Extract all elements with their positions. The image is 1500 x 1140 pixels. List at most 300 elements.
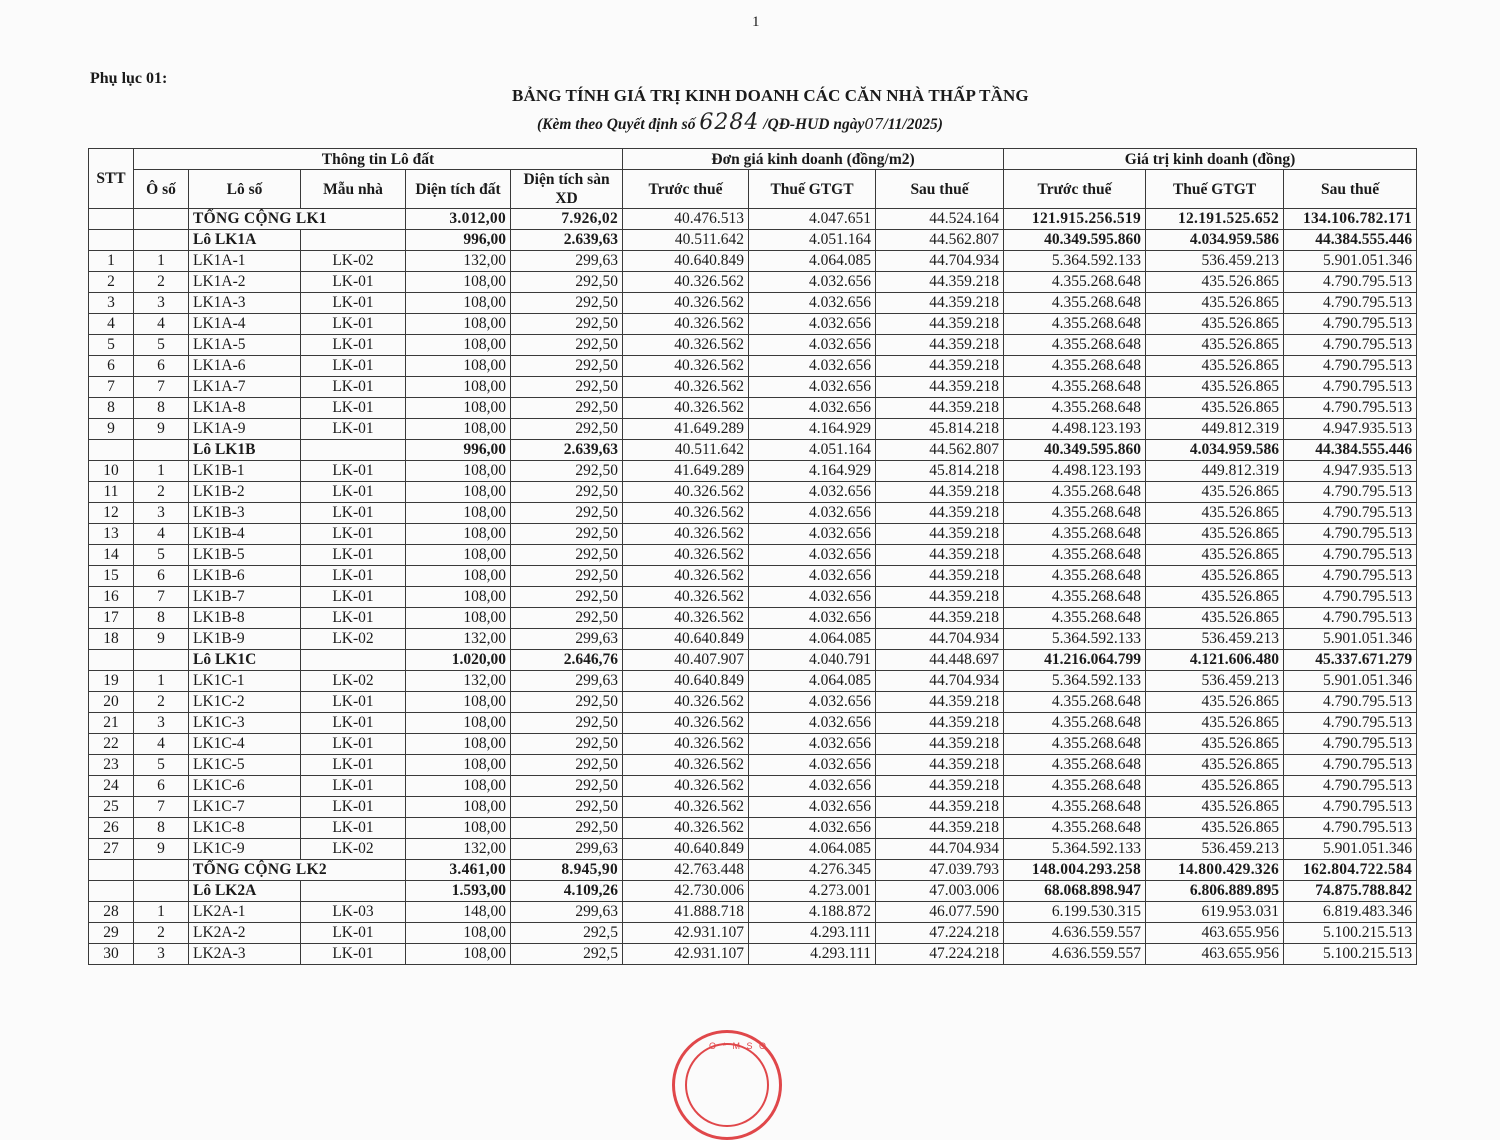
document-title: BẢNG TÍNH GIÁ TRỊ KINH DOANH CÁC CĂN NHÀ THẤP TẦNG bbox=[512, 86, 1029, 105]
cell-dien-tich-dat: 108,00 bbox=[406, 503, 511, 524]
row-label: Lô LK1C bbox=[189, 650, 301, 671]
table-row bbox=[89, 314, 1417, 335]
cell-unit-before-tax: 40.326.562 bbox=[623, 503, 749, 524]
cell-lo-so: LK2A-1 bbox=[189, 902, 301, 923]
table-row bbox=[89, 629, 1417, 650]
cell-dien-tich-dat: 108,00 bbox=[406, 314, 511, 335]
cell-dien-tich-san: 292,50 bbox=[511, 818, 623, 839]
cell-unit-before-tax: 40.640.849 bbox=[623, 251, 749, 272]
cell-dien-tich-san: 299,63 bbox=[511, 902, 623, 923]
cell-o-so: 1 bbox=[134, 902, 189, 923]
table-row bbox=[89, 818, 1417, 839]
cell-unit-vat: 4.032.656 bbox=[749, 608, 876, 629]
table-row bbox=[89, 356, 1417, 377]
cell-dien-tich-dat: 108,00 bbox=[406, 608, 511, 629]
cell-unit-after-tax: 45.814.218 bbox=[876, 461, 1004, 482]
cell-dien-tich-dat: 108,00 bbox=[406, 734, 511, 755]
cell-value-vat: 619.953.031 bbox=[1146, 902, 1284, 923]
cell-unit-before-tax: 40.511.642 bbox=[623, 440, 749, 461]
cell-o-so bbox=[134, 860, 189, 881]
cell-lo-so: LK1A-5 bbox=[189, 335, 301, 356]
cell-dien-tich-dat: 108,00 bbox=[406, 923, 511, 944]
table-row bbox=[89, 272, 1417, 293]
cell-stt: 28 bbox=[89, 902, 134, 923]
cell-dien-tich-san: 292,50 bbox=[511, 314, 623, 335]
cell-unit-before-tax: 40.326.562 bbox=[623, 356, 749, 377]
cell-unit-after-tax: 44.359.218 bbox=[876, 482, 1004, 503]
table-row bbox=[89, 524, 1417, 545]
cell-unit-vat: 4.064.085 bbox=[749, 671, 876, 692]
row-label: TỔNG CỘNG LK2 bbox=[189, 860, 406, 881]
cell-value-vat: 435.526.865 bbox=[1146, 818, 1284, 839]
cell-value-after-tax: 4.790.795.513 bbox=[1284, 398, 1417, 419]
cell-dien-tich-dat: 3.012,00 bbox=[406, 209, 511, 230]
cell-lo-so: LK1A-3 bbox=[189, 293, 301, 314]
cell-value-vat: 435.526.865 bbox=[1146, 482, 1284, 503]
cell-value-vat: 435.526.865 bbox=[1146, 734, 1284, 755]
stamp-inner-ring bbox=[685, 1043, 769, 1127]
cell-stt: 12 bbox=[89, 503, 134, 524]
table-row bbox=[89, 419, 1417, 440]
cell-value-vat: 449.812.319 bbox=[1146, 419, 1284, 440]
cell-value-vat: 6.806.889.895 bbox=[1146, 881, 1284, 902]
cell-lo-so: LK1B-6 bbox=[189, 566, 301, 587]
cell-unit-before-tax: 42.763.448 bbox=[623, 860, 749, 881]
row-label: Lô LK1A bbox=[189, 230, 301, 251]
cell-dien-tich-dat: 132,00 bbox=[406, 839, 511, 860]
cell-unit-after-tax: 44.704.934 bbox=[876, 629, 1004, 650]
header-unit-before-tax: Trước thuế bbox=[623, 170, 749, 209]
cell-unit-before-tax: 40.326.562 bbox=[623, 755, 749, 776]
document-subtitle bbox=[537, 110, 943, 135]
cell-unit-vat: 4.032.656 bbox=[749, 545, 876, 566]
cell-stt bbox=[89, 860, 134, 881]
cell-dien-tich-san: 299,63 bbox=[511, 251, 623, 272]
cell-dien-tich-dat: 108,00 bbox=[406, 293, 511, 314]
cell-unit-after-tax: 47.224.218 bbox=[876, 923, 1004, 944]
table-row bbox=[89, 251, 1417, 272]
cell-value-before-tax: 4.355.268.648 bbox=[1004, 524, 1146, 545]
cell-unit-before-tax: 40.326.562 bbox=[623, 566, 749, 587]
cell-value-before-tax: 121.915.256.519 bbox=[1004, 209, 1146, 230]
cell-unit-vat: 4.164.929 bbox=[749, 461, 876, 482]
cell-stt: 18 bbox=[89, 629, 134, 650]
cell-value-before-tax: 4.355.268.648 bbox=[1004, 272, 1146, 293]
cell-mau-nha: LK-02 bbox=[301, 671, 406, 692]
cell-value-before-tax: 4.355.268.648 bbox=[1004, 503, 1146, 524]
cell-mau-nha: LK-01 bbox=[301, 923, 406, 944]
cell-value-vat: 435.526.865 bbox=[1146, 566, 1284, 587]
cell-stt: 13 bbox=[89, 524, 134, 545]
cell-unit-before-tax: 42.931.107 bbox=[623, 944, 749, 965]
handwritten-decision-number: 6284 bbox=[699, 110, 760, 135]
cell-value-vat: 435.526.865 bbox=[1146, 356, 1284, 377]
cell-dien-tich-san: 292,50 bbox=[511, 419, 623, 440]
cell-unit-vat: 4.032.656 bbox=[749, 335, 876, 356]
row-label: TỔNG CỘNG LK1 bbox=[189, 209, 406, 230]
cell-o-so: 6 bbox=[134, 566, 189, 587]
cell-value-after-tax: 162.804.722.584 bbox=[1284, 860, 1417, 881]
cell-lo-so: LK1C-9 bbox=[189, 839, 301, 860]
cell-unit-vat: 4.293.111 bbox=[749, 944, 876, 965]
cell-o-so: 9 bbox=[134, 839, 189, 860]
cell-unit-before-tax: 42.730.006 bbox=[623, 881, 749, 902]
cell-lo-so: LK2A-2 bbox=[189, 923, 301, 944]
cell-value-vat: 4.034.959.586 bbox=[1146, 440, 1284, 461]
cell-unit-before-tax: 40.511.642 bbox=[623, 230, 749, 251]
cell-unit-after-tax: 44.704.934 bbox=[876, 671, 1004, 692]
cell-unit-after-tax: 44.359.218 bbox=[876, 398, 1004, 419]
cell-stt bbox=[89, 650, 134, 671]
cell-unit-before-tax: 41.649.289 bbox=[623, 461, 749, 482]
cell-value-after-tax: 6.819.483.346 bbox=[1284, 902, 1417, 923]
cell-stt: 11 bbox=[89, 482, 134, 503]
cell-dien-tich-san: 299,63 bbox=[511, 671, 623, 692]
cell-dien-tich-san: 292,50 bbox=[511, 545, 623, 566]
cell-mau-nha: LK-01 bbox=[301, 293, 406, 314]
cell-unit-vat: 4.047.651 bbox=[749, 209, 876, 230]
cell-unit-vat: 4.051.164 bbox=[749, 440, 876, 461]
cell-lo-so: LK1B-9 bbox=[189, 629, 301, 650]
cell-lo-so: LK1A-6 bbox=[189, 356, 301, 377]
cell-value-before-tax: 6.199.530.315 bbox=[1004, 902, 1146, 923]
cell-dien-tich-dat: 108,00 bbox=[406, 755, 511, 776]
cell-unit-after-tax: 44.359.218 bbox=[876, 566, 1004, 587]
cell-unit-before-tax: 40.326.562 bbox=[623, 587, 749, 608]
cell-o-so: 4 bbox=[134, 314, 189, 335]
cell-stt: 3 bbox=[89, 293, 134, 314]
cell-o-so: 2 bbox=[134, 482, 189, 503]
cell-dien-tich-dat: 108,00 bbox=[406, 797, 511, 818]
cell-o-so: 8 bbox=[134, 398, 189, 419]
cell-value-after-tax: 4.790.795.513 bbox=[1284, 524, 1417, 545]
cell-stt: 10 bbox=[89, 461, 134, 482]
cell-unit-vat: 4.032.656 bbox=[749, 713, 876, 734]
cell-dien-tich-dat: 132,00 bbox=[406, 671, 511, 692]
cell-stt: 5 bbox=[89, 335, 134, 356]
cell-value-before-tax: 4.355.268.648 bbox=[1004, 818, 1146, 839]
cell-lo-so: LK1C-1 bbox=[189, 671, 301, 692]
table-row bbox=[89, 482, 1417, 503]
cell-mau-nha: LK-01 bbox=[301, 482, 406, 503]
header-value-after-tax: Sau thuế bbox=[1284, 170, 1417, 209]
cell-o-so bbox=[134, 881, 189, 902]
cell-stt: 23 bbox=[89, 755, 134, 776]
cell-value-after-tax: 5.100.215.513 bbox=[1284, 923, 1417, 944]
cell-stt: 17 bbox=[89, 608, 134, 629]
cell-unit-vat: 4.032.656 bbox=[749, 272, 876, 293]
cell-dien-tich-dat: 108,00 bbox=[406, 272, 511, 293]
cell-stt: 21 bbox=[89, 713, 134, 734]
cell-value-before-tax: 4.355.268.648 bbox=[1004, 398, 1146, 419]
cell-mau-nha: LK-01 bbox=[301, 398, 406, 419]
cell-dien-tich-san: 292,50 bbox=[511, 566, 623, 587]
cell-value-vat: 463.655.956 bbox=[1146, 944, 1284, 965]
cell-value-vat: 435.526.865 bbox=[1146, 797, 1284, 818]
cell-unit-after-tax: 44.359.218 bbox=[876, 377, 1004, 398]
table-row bbox=[89, 944, 1417, 965]
cell-dien-tich-dat: 108,00 bbox=[406, 587, 511, 608]
cell-mau-nha: LK-01 bbox=[301, 545, 406, 566]
handwritten-day: 07 bbox=[864, 115, 884, 133]
cell-stt: 1 bbox=[89, 251, 134, 272]
cell-dien-tich-dat: 108,00 bbox=[406, 482, 511, 503]
header-unit-vat: Thuế GTGT bbox=[749, 170, 876, 209]
cell-mau-nha: LK-01 bbox=[301, 797, 406, 818]
cell-lo-so: LK1A-2 bbox=[189, 272, 301, 293]
cell-unit-before-tax: 40.326.562 bbox=[623, 314, 749, 335]
cell-value-after-tax: 5.901.051.346 bbox=[1284, 251, 1417, 272]
header-unit-after-tax: Sau thuế bbox=[876, 170, 1004, 209]
group-row bbox=[89, 650, 1417, 671]
cell-value-after-tax: 134.106.782.171 bbox=[1284, 209, 1417, 230]
cell-value-after-tax: 5.901.051.346 bbox=[1284, 629, 1417, 650]
cell-dien-tich-dat: 108,00 bbox=[406, 377, 511, 398]
cell-unit-after-tax: 44.359.218 bbox=[876, 524, 1004, 545]
cell-value-before-tax: 5.364.592.133 bbox=[1004, 629, 1146, 650]
cell-stt: 29 bbox=[89, 923, 134, 944]
cell-mau-nha: LK-01 bbox=[301, 272, 406, 293]
cell-mau-nha: LK-01 bbox=[301, 818, 406, 839]
table-row bbox=[89, 839, 1417, 860]
cell-dien-tich-dat: 108,00 bbox=[406, 818, 511, 839]
cell-mau-nha: LK-01 bbox=[301, 524, 406, 545]
table-row bbox=[89, 461, 1417, 482]
cell-mau-nha: LK-01 bbox=[301, 587, 406, 608]
cell-dien-tich-dat: 108,00 bbox=[406, 692, 511, 713]
cell-unit-vat: 4.273.001 bbox=[749, 881, 876, 902]
cell-dien-tich-dat: 108,00 bbox=[406, 545, 511, 566]
cell-value-vat: 12.191.525.652 bbox=[1146, 209, 1284, 230]
table-row bbox=[89, 902, 1417, 923]
cell-unit-vat: 4.032.656 bbox=[749, 314, 876, 335]
cell-dien-tich-san: 292,50 bbox=[511, 398, 623, 419]
total-row bbox=[89, 209, 1417, 230]
table-body bbox=[89, 209, 1417, 965]
appendix-label: Phụ lục 01: bbox=[90, 70, 168, 87]
cell-unit-vat: 4.276.345 bbox=[749, 860, 876, 881]
cell-dien-tich-san: 292,50 bbox=[511, 776, 623, 797]
cell-value-after-tax: 4.790.795.513 bbox=[1284, 293, 1417, 314]
cell-o-so: 3 bbox=[134, 713, 189, 734]
cell-unit-before-tax: 42.931.107 bbox=[623, 923, 749, 944]
cell-lo-so: LK1B-7 bbox=[189, 587, 301, 608]
cell-value-before-tax: 4.355.268.648 bbox=[1004, 293, 1146, 314]
cell-unit-after-tax: 44.359.218 bbox=[876, 272, 1004, 293]
cell-o-so: 6 bbox=[134, 776, 189, 797]
cell-value-before-tax: 41.216.064.799 bbox=[1004, 650, 1146, 671]
cell-value-before-tax: 4.355.268.648 bbox=[1004, 335, 1146, 356]
cell-unit-before-tax: 40.407.907 bbox=[623, 650, 749, 671]
cell-value-after-tax: 4.790.795.513 bbox=[1284, 713, 1417, 734]
cell-dien-tich-san: 2.646,76 bbox=[511, 650, 623, 671]
stamp-text: O * M S O bbox=[709, 1041, 769, 1051]
cell-o-so: 5 bbox=[134, 755, 189, 776]
cell-o-so: 6 bbox=[134, 356, 189, 377]
cell-lo-so: LK1B-8 bbox=[189, 608, 301, 629]
cell-unit-before-tax: 40.326.562 bbox=[623, 272, 749, 293]
cell-value-vat: 536.459.213 bbox=[1146, 629, 1284, 650]
cell-value-vat: 4.034.959.586 bbox=[1146, 230, 1284, 251]
cell-o-so: 9 bbox=[134, 419, 189, 440]
header-value-before-tax: Trước thuế bbox=[1004, 170, 1146, 209]
cell-unit-after-tax: 47.224.218 bbox=[876, 944, 1004, 965]
cell-dien-tich-dat: 108,00 bbox=[406, 524, 511, 545]
cell-stt: 27 bbox=[89, 839, 134, 860]
table-row bbox=[89, 608, 1417, 629]
cell-dien-tich-san: 292,50 bbox=[511, 461, 623, 482]
table-row bbox=[89, 776, 1417, 797]
cell-value-vat: 435.526.865 bbox=[1146, 545, 1284, 566]
cell-lo-so: LK1A-7 bbox=[189, 377, 301, 398]
cell-stt: 26 bbox=[89, 818, 134, 839]
cell-unit-before-tax: 40.326.562 bbox=[623, 776, 749, 797]
cell-unit-vat: 4.064.085 bbox=[749, 629, 876, 650]
page-number: 1 bbox=[752, 14, 760, 30]
cell-o-so bbox=[134, 209, 189, 230]
row-label: Lô LK2A bbox=[189, 881, 301, 902]
cell-dien-tich-san: 2.639,63 bbox=[511, 230, 623, 251]
cell-dien-tich-dat: 108,00 bbox=[406, 776, 511, 797]
cell-lo-so: LK1C-5 bbox=[189, 755, 301, 776]
cell-unit-after-tax: 44.562.807 bbox=[876, 230, 1004, 251]
cell-dien-tich-san: 292,5 bbox=[511, 923, 623, 944]
cell-lo-so: LK1C-2 bbox=[189, 692, 301, 713]
cell-dien-tich-san: 292,50 bbox=[511, 377, 623, 398]
cell-mau-nha: LK-01 bbox=[301, 566, 406, 587]
cell-value-before-tax: 4.355.268.648 bbox=[1004, 713, 1146, 734]
cell-stt: 14 bbox=[89, 545, 134, 566]
cell-unit-vat: 4.032.656 bbox=[749, 482, 876, 503]
cell-unit-after-tax: 44.359.218 bbox=[876, 692, 1004, 713]
cell-dien-tich-dat: 108,00 bbox=[406, 419, 511, 440]
header-value-vat: Thuế GTGT bbox=[1146, 170, 1284, 209]
cell-unit-before-tax: 40.640.849 bbox=[623, 839, 749, 860]
cell-value-after-tax: 4.947.935.513 bbox=[1284, 461, 1417, 482]
cell-stt: 15 bbox=[89, 566, 134, 587]
cell-o-so: 2 bbox=[134, 272, 189, 293]
cell-value-before-tax: 5.364.592.133 bbox=[1004, 839, 1146, 860]
header-stt: STT bbox=[89, 149, 134, 209]
cell-value-after-tax: 4.790.795.513 bbox=[1284, 377, 1417, 398]
cell-o-so: 1 bbox=[134, 251, 189, 272]
cell-unit-vat: 4.032.656 bbox=[749, 587, 876, 608]
cell-stt: 4 bbox=[89, 314, 134, 335]
cell-unit-vat: 4.164.929 bbox=[749, 419, 876, 440]
cell-dien-tich-san: 2.639,63 bbox=[511, 440, 623, 461]
header-group-unit-price: Đơn giá kinh doanh (đồng/m2) bbox=[623, 149, 1004, 170]
table-row bbox=[89, 293, 1417, 314]
cell-value-after-tax: 4.790.795.513 bbox=[1284, 503, 1417, 524]
table-row bbox=[89, 692, 1417, 713]
cell-unit-before-tax: 40.326.562 bbox=[623, 335, 749, 356]
cell-mau-nha: LK-01 bbox=[301, 377, 406, 398]
cell-unit-vat: 4.032.656 bbox=[749, 797, 876, 818]
cell-value-after-tax: 4.790.795.513 bbox=[1284, 482, 1417, 503]
header-group-business-value: Giá trị kinh doanh (đồng) bbox=[1004, 149, 1417, 170]
cell-value-after-tax: 4.790.795.513 bbox=[1284, 734, 1417, 755]
cell-value-after-tax: 4.790.795.513 bbox=[1284, 587, 1417, 608]
table-row bbox=[89, 545, 1417, 566]
cell-dien-tich-dat: 148,00 bbox=[406, 902, 511, 923]
cell-dien-tich-san: 7.926,02 bbox=[511, 209, 623, 230]
cell-unit-before-tax: 40.326.562 bbox=[623, 818, 749, 839]
cell-value-before-tax: 4.636.559.557 bbox=[1004, 923, 1146, 944]
cell-value-vat: 435.526.865 bbox=[1146, 335, 1284, 356]
cell-value-before-tax: 4.355.268.648 bbox=[1004, 545, 1146, 566]
table-row bbox=[89, 335, 1417, 356]
cell-mau-nha: LK-02 bbox=[301, 251, 406, 272]
cell-lo-so: LK1C-6 bbox=[189, 776, 301, 797]
cell-dien-tich-san: 299,63 bbox=[511, 629, 623, 650]
red-seal-stamp bbox=[672, 1030, 782, 1140]
cell-value-after-tax: 4.790.795.513 bbox=[1284, 776, 1417, 797]
cell-value-after-tax: 44.384.555.446 bbox=[1284, 440, 1417, 461]
cell-value-after-tax: 4.790.795.513 bbox=[1284, 608, 1417, 629]
subtitle-prefix: (Kèm theo Quyết định số bbox=[537, 116, 700, 133]
table-row bbox=[89, 398, 1417, 419]
cell-mau-nha: LK-01 bbox=[301, 692, 406, 713]
cell-stt: 22 bbox=[89, 734, 134, 755]
header-dien-tich-dat: Diện tích đất bbox=[406, 170, 511, 209]
cell-dien-tich-san: 292,50 bbox=[511, 293, 623, 314]
cell-value-after-tax: 4.790.795.513 bbox=[1284, 545, 1417, 566]
cell-mau-nha: LK-03 bbox=[301, 902, 406, 923]
cell-lo-so: LK1B-3 bbox=[189, 503, 301, 524]
cell-unit-vat: 4.032.656 bbox=[749, 377, 876, 398]
cell-mau-nha: LK-02 bbox=[301, 629, 406, 650]
cell-unit-vat: 4.051.164 bbox=[749, 230, 876, 251]
cell-o-so: 4 bbox=[134, 734, 189, 755]
cell-mau-nha: LK-01 bbox=[301, 356, 406, 377]
cell-value-after-tax: 4.790.795.513 bbox=[1284, 755, 1417, 776]
cell-o-so: 7 bbox=[134, 377, 189, 398]
cell-dien-tich-san: 4.109,26 bbox=[511, 881, 623, 902]
cell-unit-before-tax: 40.326.562 bbox=[623, 734, 749, 755]
cell-o-so: 8 bbox=[134, 608, 189, 629]
cell-mau-nha: LK-01 bbox=[301, 419, 406, 440]
cell-value-before-tax: 4.355.268.648 bbox=[1004, 377, 1146, 398]
cell-dien-tich-dat: 108,00 bbox=[406, 335, 511, 356]
cell-value-vat: 14.800.429.326 bbox=[1146, 860, 1284, 881]
cell-value-vat: 536.459.213 bbox=[1146, 251, 1284, 272]
cell-dien-tich-san: 292,50 bbox=[511, 734, 623, 755]
cell-dien-tich-dat: 1.593,00 bbox=[406, 881, 511, 902]
cell-o-so: 2 bbox=[134, 692, 189, 713]
cell-value-vat: 449.812.319 bbox=[1146, 461, 1284, 482]
cell-value-after-tax: 4.790.795.513 bbox=[1284, 797, 1417, 818]
cell-value-after-tax: 5.901.051.346 bbox=[1284, 671, 1417, 692]
cell-o-so: 5 bbox=[134, 545, 189, 566]
cell-lo-so: LK1A-4 bbox=[189, 314, 301, 335]
header-group-land-info: Thông tin Lô đất bbox=[134, 149, 623, 170]
cell-o-so: 3 bbox=[134, 944, 189, 965]
cell-lo-so: LK1B-2 bbox=[189, 482, 301, 503]
cell-unit-vat: 4.188.872 bbox=[749, 902, 876, 923]
cell-value-vat: 435.526.865 bbox=[1146, 272, 1284, 293]
cell-dien-tich-san: 292,50 bbox=[511, 755, 623, 776]
cell-value-before-tax: 40.349.595.860 bbox=[1004, 440, 1146, 461]
cell-dien-tich-san: 292,5 bbox=[511, 944, 623, 965]
cell-unit-after-tax: 44.359.218 bbox=[876, 713, 1004, 734]
table-row bbox=[89, 566, 1417, 587]
cell-dien-tich-san: 299,63 bbox=[511, 839, 623, 860]
cell-o-so: 3 bbox=[134, 503, 189, 524]
price-table bbox=[88, 148, 1417, 965]
cell-value-after-tax: 4.790.795.513 bbox=[1284, 356, 1417, 377]
cell-dien-tich-san: 292,50 bbox=[511, 356, 623, 377]
table-row bbox=[89, 587, 1417, 608]
